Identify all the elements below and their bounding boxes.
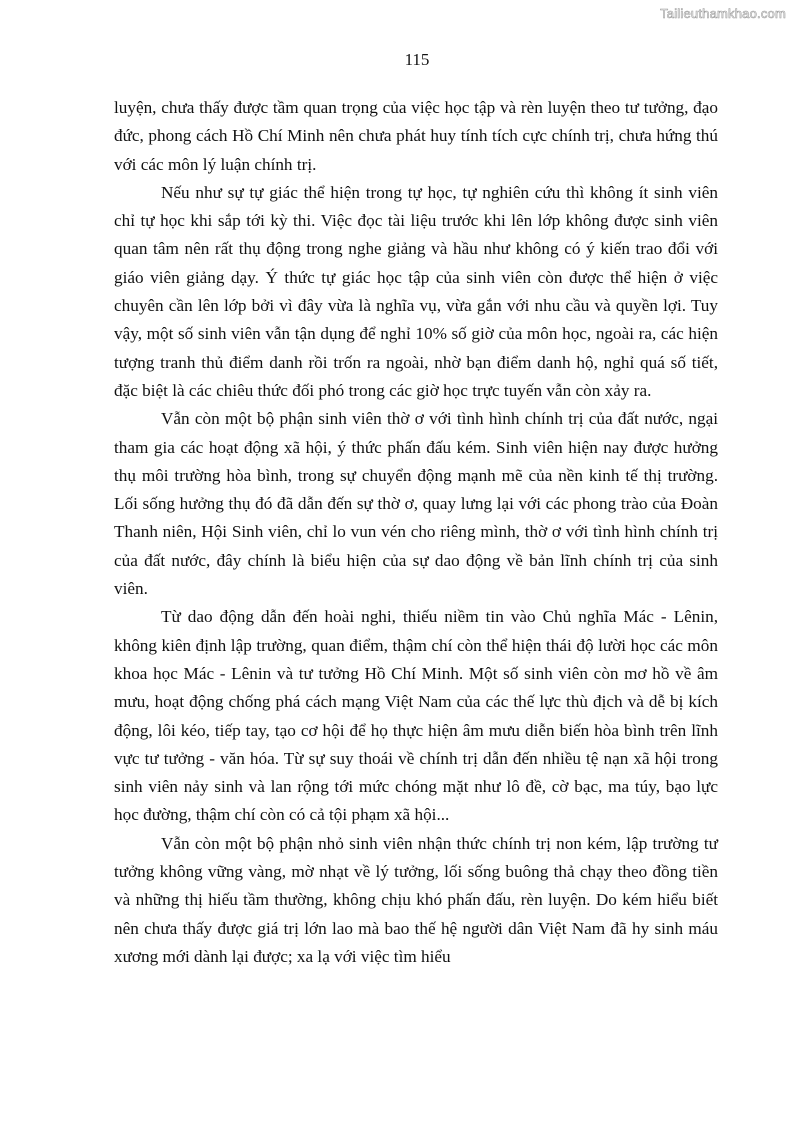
- paragraph: Từ dao động dẫn đến hoài nghi, thiếu niềm tin vào Chủ nghĩa Mác - Lênin, không kiên định lập trường, quan điểm, thậm chí còn thể hiện thái độ lười học các môn khoa học Mác - Lênin và tư tưởng Hồ Chí Minh. Một số sinh viên còn mơ hồ về âm mưu, hoạt động chống phá cách mạng Việt Nam của các thế lực thù địch và dễ bị kích động, lôi kéo, tiếp tay, tạo cơ hội để họ thực hiện âm mưu diễn biến hòa bình trên lĩnh vực tư tưởng - văn hóa. Từ sự suy thoái về chính trị dẫn đến nhiều tệ nạn xã hội trong sinh viên nảy sinh và lan rộng tới mức chóng mặt như lô đề, cờ bạc, ma túy, bạo lực học đường, thậm chí còn có cả tội phạm xã hội...: [114, 607, 718, 825]
- page-number: 115: [404, 50, 430, 69]
- document-body: [114, 94, 718, 971]
- watermark: Tailieuthamkhao.com: [660, 6, 786, 21]
- paragraph-continued: luyện, chưa thấy được tầm quan trọng của việc học tập và rèn luyện theo tư tưởng, đạo đức, phong cách Hồ Chí Minh nên chưa phát huy tính tích cực chính trị, chưa hứng thú với các môn lý luận chính trị.: [114, 98, 718, 174]
- paragraph: Nếu như sự tự giác thể hiện trong tự học, tự nghiên cứu thì không ít sinh viên chỉ tự học khi sắp tới kỳ thi. Việc đọc tài liệu trước khi lên lớp không được sinh viên quan tâm nên rất thụ động trong nghe giảng và hầu như không có ý kiến trao đổi với giáo viên giảng dạy. Ý thức tự giác học tập của sinh viên còn được thể hiện ở việc chuyên cần lên lớp bởi vì đây vừa là nghĩa vụ, vừa gắn với nhu cầu và quyền lợi. Tuy vậy, một số sinh viên vẫn tận dụng để nghỉ 10% số giờ của môn học, ngoài ra, các hiện tượng tranh thủ điểm danh rồi trốn ra ngoài, nhờ bạn điểm danh hộ, nghỉ quá số tiết, đặc biệt là các chiêu thức đối phó trong các giờ học trực tuyến vẫn còn xảy ra.: [114, 182, 718, 400]
- paragraph: Vẫn còn một bộ phận sinh viên thờ ơ với tình hình chính trị của đất nước, ngại tham gia các hoạt động xã hội, ý thức phấn đấu kém. Sinh viên hiện nay được hưởng thụ môi trường hòa bình, trong sự chuyển động mạnh mẽ của nền kinh tế thị trường. Lối sống hưởng thụ đó đã dẫn đến sự thờ ơ, quay lưng lại với các phong trào của Đoàn Thanh niên, Hội Sinh viên, chỉ lo vun vén cho riêng mình, thờ ơ với tình hình chính trị của đất nước, đây chính là biểu hiện của sự dao động về bản lĩnh chính trị của sinh viên.: [114, 409, 718, 599]
- paragraph: Vẫn còn một bộ phận nhỏ sinh viên nhận thức chính trị non kém, lập trường tư tưởng không vững vàng, mờ nhạt về lý tưởng, lối sống buông thả chạy theo đồng tiền và những thị hiếu tầm thường, không chịu khó phấn đấu, rèn luyện. Do kém hiểu biết nên chưa thấy được giá trị lớn lao mà bao thế hệ người dân Việt Nam đã hy sinh máu xương mới dành lại được; xa lạ với việc tìm hiểu: [114, 833, 718, 966]
